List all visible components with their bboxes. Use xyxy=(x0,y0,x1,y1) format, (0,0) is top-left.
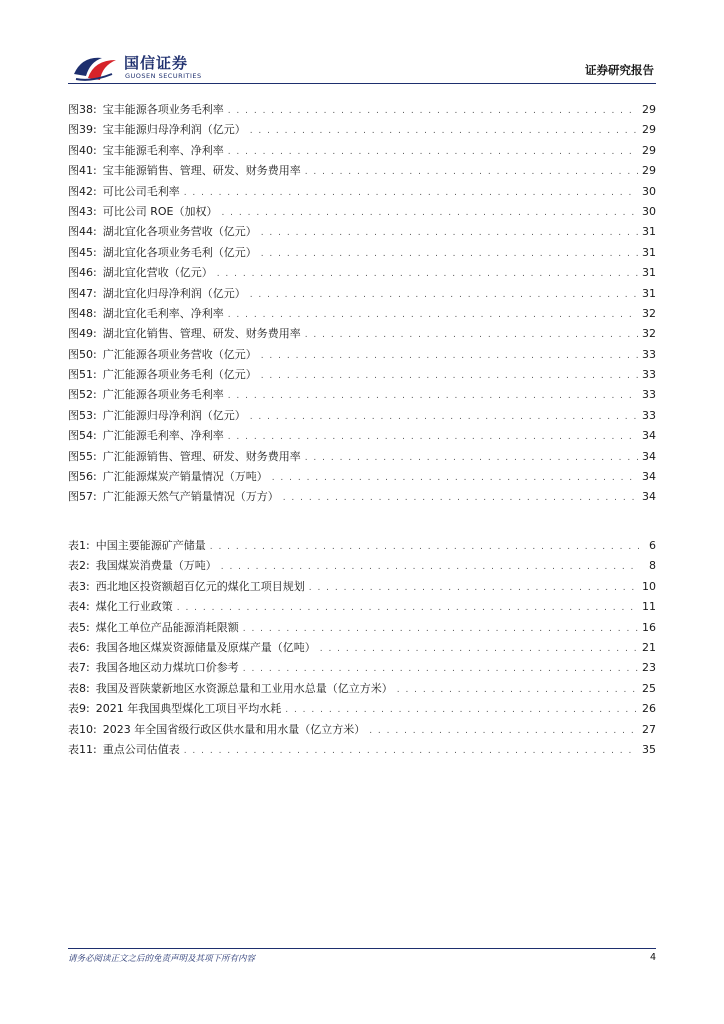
toc-table-row[interactable] xyxy=(68,740,656,760)
toc-title: 宝丰能源归母净利润（亿元） xyxy=(102,123,246,137)
toc-title: 煤化工行业政策 xyxy=(95,600,173,614)
toc-page: 23 xyxy=(642,661,656,675)
toc-leader xyxy=(221,557,640,577)
toc-leader xyxy=(397,680,638,700)
toc-figure-row[interactable] xyxy=(68,406,656,426)
toc-label: 表9: xyxy=(68,702,90,716)
toc-title: 2021 年我国典型煤化工项目平均水耗 xyxy=(95,702,282,716)
toc-table-row[interactable] xyxy=(68,536,656,556)
toc-title: 我国各地区动力煤坑口价参考 xyxy=(95,661,239,675)
toc-page: 34 xyxy=(642,429,656,443)
toc-label: 图42: xyxy=(68,184,97,198)
toc-title: 广汇能源各项业务毛利率 xyxy=(102,388,224,402)
toc-title: 宝丰能源毛利率、净利率 xyxy=(102,143,224,157)
toc-label: 表6: xyxy=(68,640,90,654)
toc-figure-row[interactable] xyxy=(68,284,656,304)
toc-leader xyxy=(210,537,640,557)
toc-page: 35 xyxy=(642,742,656,756)
toc-page: 29 xyxy=(642,103,656,116)
toc-title: 湖北宜化营收（亿元） xyxy=(102,266,213,280)
toc-leader xyxy=(261,244,638,264)
toc-title: 湖北宜化销售、管理、研发、财务费用率 xyxy=(102,327,301,341)
toc-table-row[interactable] xyxy=(68,556,656,576)
toc-leader xyxy=(261,346,638,366)
toc-label: 表5: xyxy=(68,620,90,634)
toc-title: 广汇能源毛利率、净利率 xyxy=(102,429,224,443)
toc-label: 图55: xyxy=(68,449,97,463)
logo-text-cn: 国信证券 xyxy=(124,54,189,72)
toc-label: 表1: xyxy=(68,539,90,552)
toc-label: 表8: xyxy=(68,681,90,695)
toc-page: 32 xyxy=(642,306,656,320)
toc-figure-row[interactable] xyxy=(68,182,656,202)
page-header xyxy=(68,48,656,84)
toc-leader xyxy=(369,721,638,741)
toc-title: 广汇能源天然气产销量情况（万方） xyxy=(102,490,279,504)
toc-figure-row[interactable] xyxy=(68,202,656,222)
toc-page: 16 xyxy=(642,620,656,634)
toc-leader xyxy=(250,407,638,427)
toc-page: 34 xyxy=(642,470,656,484)
toc-page: 29 xyxy=(642,143,656,157)
toc-table-row[interactable] xyxy=(68,577,656,597)
toc-label: 图48: xyxy=(68,306,97,320)
page-number: 4 xyxy=(649,952,656,963)
toc-table-row[interactable] xyxy=(68,679,656,699)
toc-figure-row[interactable] xyxy=(68,365,656,385)
toc-title: 湖北宜化各项业务营收（亿元） xyxy=(102,225,257,239)
toc-figure-row[interactable] xyxy=(68,304,656,324)
toc-page: 31 xyxy=(642,245,656,259)
toc-figure-row[interactable] xyxy=(68,385,656,405)
toc-leader xyxy=(177,598,638,618)
toc-leader xyxy=(285,700,638,720)
toc-title: 我国煤炭消费量（万吨） xyxy=(95,559,217,573)
toc-figure-row[interactable] xyxy=(68,243,656,263)
toc-title: 重点公司估值表 xyxy=(102,742,180,756)
toc-label: 表11: xyxy=(68,742,97,756)
toc-page: 32 xyxy=(642,327,656,341)
toc-title: 广汇能源归母净利润（亿元） xyxy=(102,408,246,422)
toc-page: 26 xyxy=(642,702,656,716)
toc-label: 图46: xyxy=(68,266,97,280)
toc-label: 图50: xyxy=(68,347,97,361)
toc-label: 图49: xyxy=(68,327,97,341)
toc-table-row[interactable] xyxy=(68,720,656,740)
toc-table-row[interactable] xyxy=(68,699,656,719)
toc-label: 图56: xyxy=(68,470,97,484)
toc-table-row[interactable] xyxy=(68,618,656,638)
toc-figure-row[interactable] xyxy=(68,324,656,344)
toc-page: 34 xyxy=(642,449,656,463)
figure-list xyxy=(68,100,656,508)
toc-title: 宝丰能源各项业务毛利率 xyxy=(102,103,224,116)
toc-title: 可比公司 ROE（加权） xyxy=(102,204,218,218)
disclaimer-text: 请务必阅读正文之后的免责声明及其项下所有内容 xyxy=(68,954,256,964)
toc-table-row[interactable] xyxy=(68,658,656,678)
toc-page: 29 xyxy=(642,164,656,178)
toc-leader xyxy=(272,468,638,488)
logo-text-en: GUOSEN SECURITIES xyxy=(125,72,202,80)
toc-page: 31 xyxy=(642,266,656,280)
toc-figure-row[interactable] xyxy=(68,447,656,467)
toc-figure-row[interactable] xyxy=(68,161,656,181)
toc-label: 图38: xyxy=(68,103,97,116)
toc-label: 图45: xyxy=(68,245,97,259)
toc-title: 可比公司毛利率 xyxy=(102,184,180,198)
toc-label: 图40: xyxy=(68,143,97,157)
toc-page: 33 xyxy=(642,347,656,361)
toc-figure-row[interactable] xyxy=(68,263,656,283)
toc-label: 图44: xyxy=(68,225,97,239)
toc-page: 10 xyxy=(642,579,656,593)
toc-leader xyxy=(228,101,638,121)
toc-leader xyxy=(250,121,638,141)
toc-page: 33 xyxy=(642,408,656,422)
toc-title: 宝丰能源销售、管理、研发、财务费用率 xyxy=(102,164,301,178)
toc-page: 31 xyxy=(642,286,656,300)
toc-leader xyxy=(305,162,638,182)
toc-leader xyxy=(217,264,638,284)
toc-label: 图43: xyxy=(68,204,97,218)
footer-divider xyxy=(68,948,656,949)
toc-page: 8 xyxy=(649,559,656,573)
toc-page: 27 xyxy=(642,722,656,736)
table-list xyxy=(68,536,656,760)
toc-leader xyxy=(184,183,638,203)
toc-page: 30 xyxy=(642,184,656,198)
toc-leader xyxy=(320,639,638,659)
toc-label: 表10: xyxy=(68,722,97,736)
toc-figure-row[interactable] xyxy=(68,467,656,487)
toc-leader xyxy=(228,386,638,406)
toc-figure-row[interactable] xyxy=(68,222,656,242)
toc-title: 广汇能源各项业务营收（亿元） xyxy=(102,347,257,361)
toc-title: 广汇能源煤炭产销量情况（万吨） xyxy=(102,470,268,484)
toc-leader xyxy=(283,488,638,508)
toc-title: 西北地区投资额超百亿元的煤化工项目规划 xyxy=(95,579,305,593)
toc-label: 表3: xyxy=(68,579,90,593)
toc-table-row[interactable] xyxy=(68,597,656,617)
toc-title: 煤化工单位产品能源消耗限额 xyxy=(95,620,239,634)
toc-page: 34 xyxy=(642,490,656,504)
toc-label: 表4: xyxy=(68,600,90,614)
toc-figure-row[interactable] xyxy=(68,345,656,365)
report-type-label: 证券研究报告 xyxy=(585,63,654,77)
toc-label: 图51: xyxy=(68,368,97,382)
toc-leader xyxy=(228,305,638,325)
toc-label: 图41: xyxy=(68,164,97,178)
toc-leader xyxy=(261,223,638,243)
toc-title: 2023 年全国省级行政区供水量和用水量（亿立方米） xyxy=(102,722,366,736)
toc-page: 25 xyxy=(642,681,656,695)
toc-title: 湖北宜化各项业务毛利（亿元） xyxy=(102,245,257,259)
toc-title: 广汇能源销售、管理、研发、财务费用率 xyxy=(102,449,301,463)
toc-page: 6 xyxy=(649,539,656,552)
toc-leader xyxy=(243,659,638,679)
toc-leader xyxy=(243,619,638,639)
toc-label: 图54: xyxy=(68,429,97,443)
toc-leader xyxy=(228,427,638,447)
guosen-logo-icon xyxy=(72,52,118,84)
toc-label: 表2: xyxy=(68,559,90,573)
toc-figure-row[interactable] xyxy=(68,426,656,446)
toc-title: 我国及晋陕蒙新地区水资源总量和工业用水总量（亿立方米） xyxy=(95,681,393,695)
toc-label: 图52: xyxy=(68,388,97,402)
toc-figure-row[interactable] xyxy=(68,141,656,161)
toc-page: 29 xyxy=(642,123,656,137)
toc-leader xyxy=(250,285,638,305)
toc-page: 33 xyxy=(642,388,656,402)
toc-title: 广汇能源各项业务毛利（亿元） xyxy=(102,368,257,382)
header-divider xyxy=(68,83,656,84)
toc-leader xyxy=(309,578,638,598)
toc-page: 30 xyxy=(642,204,656,218)
toc-label: 表7: xyxy=(68,661,90,675)
toc-label: 图57: xyxy=(68,490,97,504)
toc-label: 图53: xyxy=(68,408,97,422)
toc-leader xyxy=(184,741,638,761)
toc-leader xyxy=(228,142,638,162)
toc-title: 湖北宜化毛利率、净利率 xyxy=(102,306,224,320)
toc-figure-row[interactable] xyxy=(68,100,656,120)
toc-page: 21 xyxy=(642,640,656,654)
toc-title: 我国各地区煤炭资源储量及原煤产量（亿吨） xyxy=(95,640,316,654)
toc-leader xyxy=(305,448,638,468)
toc-label: 图47: xyxy=(68,286,97,300)
toc-label: 图39: xyxy=(68,123,97,137)
toc-figure-row[interactable] xyxy=(68,487,656,507)
toc-page: 11 xyxy=(642,600,656,614)
toc-title: 中国主要能源矿产储量 xyxy=(95,539,206,552)
toc-table-row[interactable] xyxy=(68,638,656,658)
toc-leader xyxy=(305,325,638,345)
toc-leader xyxy=(221,203,638,223)
toc-leader xyxy=(261,366,638,386)
toc-figure-row[interactable] xyxy=(68,120,656,140)
toc-title: 湖北宜化归母净利润（亿元） xyxy=(102,286,246,300)
toc-page: 31 xyxy=(642,225,656,239)
toc-page: 33 xyxy=(642,368,656,382)
